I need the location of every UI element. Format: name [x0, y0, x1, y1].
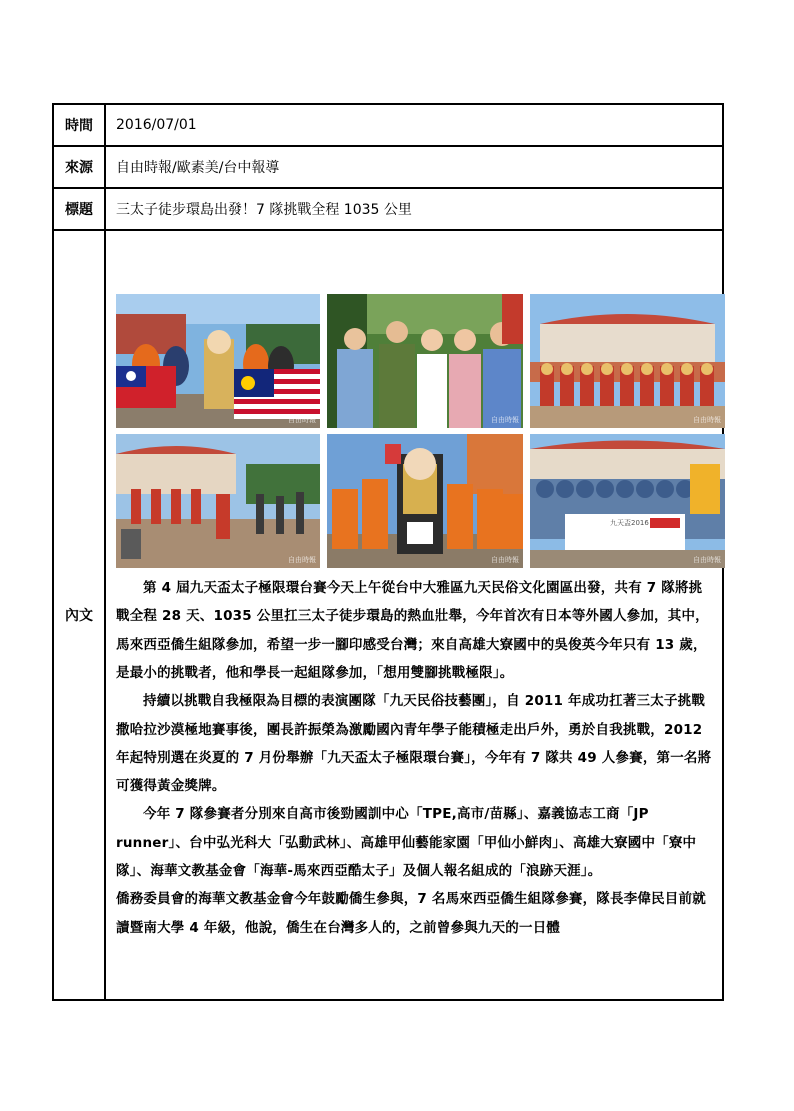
paragraph: 持續以挑戰自我極限為目標的表演團隊「九天民俗技藝團」，自 2011 年成功扛著三太子挑戰撒哈拉沙漠極地賽事後，團長許振榮為激勵國內青年學子能積極走出戶外，勇於自我挑戰，2012 年起特別選在炎夏的 7 月份舉辦「九天盃太子極限環台賽」，今年有 7 隊共 49 人參賽，第一名將可獲得黃金獎牌。 [116, 693, 712, 795]
photo-officials [327, 294, 523, 428]
photo-procession [116, 434, 320, 568]
photo-officials-image [327, 294, 523, 428]
photo-flags-group [116, 294, 320, 428]
article-table [52, 103, 724, 1001]
photo-watermark: 自由時報 [693, 556, 721, 565]
source-label: 來源 [53, 146, 105, 188]
paragraph: 第 4 屆九天盃太子極限環台賽今天上午從台中大雅區九天民俗文化園區出發，共有 7 隊將挑戰全程 28 天、1035 公里扛三太子徒步環島的熱血壯舉，今年首次有日本等外國人參加，其中，馬來西亞僑生組隊參加，希望一步一腳印感受台灣；來自高雄大寮國中的吳俊英今年只有 13 歲，是最小的挑戰者，他和學長一起組隊參加，「想用雙腳挑戰極限」。 [116, 580, 709, 681]
photo-banner-group-image [530, 434, 725, 568]
photo-watermark: 自由時報 [693, 416, 721, 425]
title-label: 標題 [53, 188, 105, 230]
photo-watermark: 自由時報 [491, 556, 519, 565]
source-value: 自由時報/歐素美/台中報導 [105, 146, 723, 188]
photo-watermark: 自由時報 [288, 556, 316, 565]
article-body [116, 574, 714, 942]
photo-banner-group [530, 434, 725, 568]
time-value: 2016/07/01 [105, 104, 723, 146]
photo-grid [116, 294, 721, 568]
photo-parade-gate [530, 294, 725, 428]
photo-banner-text: 九天盃2016 [610, 519, 649, 528]
paragraph: 僑務委員會的海華文教基金會今年鼓勵僑生參與，7 名馬來西亞僑生組隊參賽，隊長李偉民目前就讀暨南大學 4 年級，他說，僑生在台灣多人的，之前曾參與九天的一日體 [116, 891, 706, 936]
content-cell [105, 230, 723, 1000]
time-label: 時間 [53, 104, 105, 146]
title-value: 三太子徒步環島出發！7 隊挑戰全程 1035 公里 [105, 188, 723, 230]
content-label: 內文 [53, 230, 105, 1000]
photo-watermark: 自由時報 [491, 416, 519, 425]
paragraph: 今年 7 隊參賽者分別來自高市後勁國訓中心「TPE,高市/苗縣」、嘉義協志工商「JP runner」、台中弘光科大「弘動武林」、高雄甲仙藝能家園「甲仙小鮮肉」、高雄大寮國中「寮中隊」、海華文教基金會「海華-馬來西亞酷太子」及個人報名組成的「浪跡天涯」。 [116, 806, 697, 880]
photo-procession-image [116, 434, 320, 568]
photo-flags-image [116, 294, 320, 428]
photo-team-mascot-image [327, 434, 523, 568]
photo-parade-gate-image [530, 294, 725, 428]
photo-watermark: 自由時報 [288, 416, 316, 425]
photo-team-mascot [327, 434, 523, 568]
